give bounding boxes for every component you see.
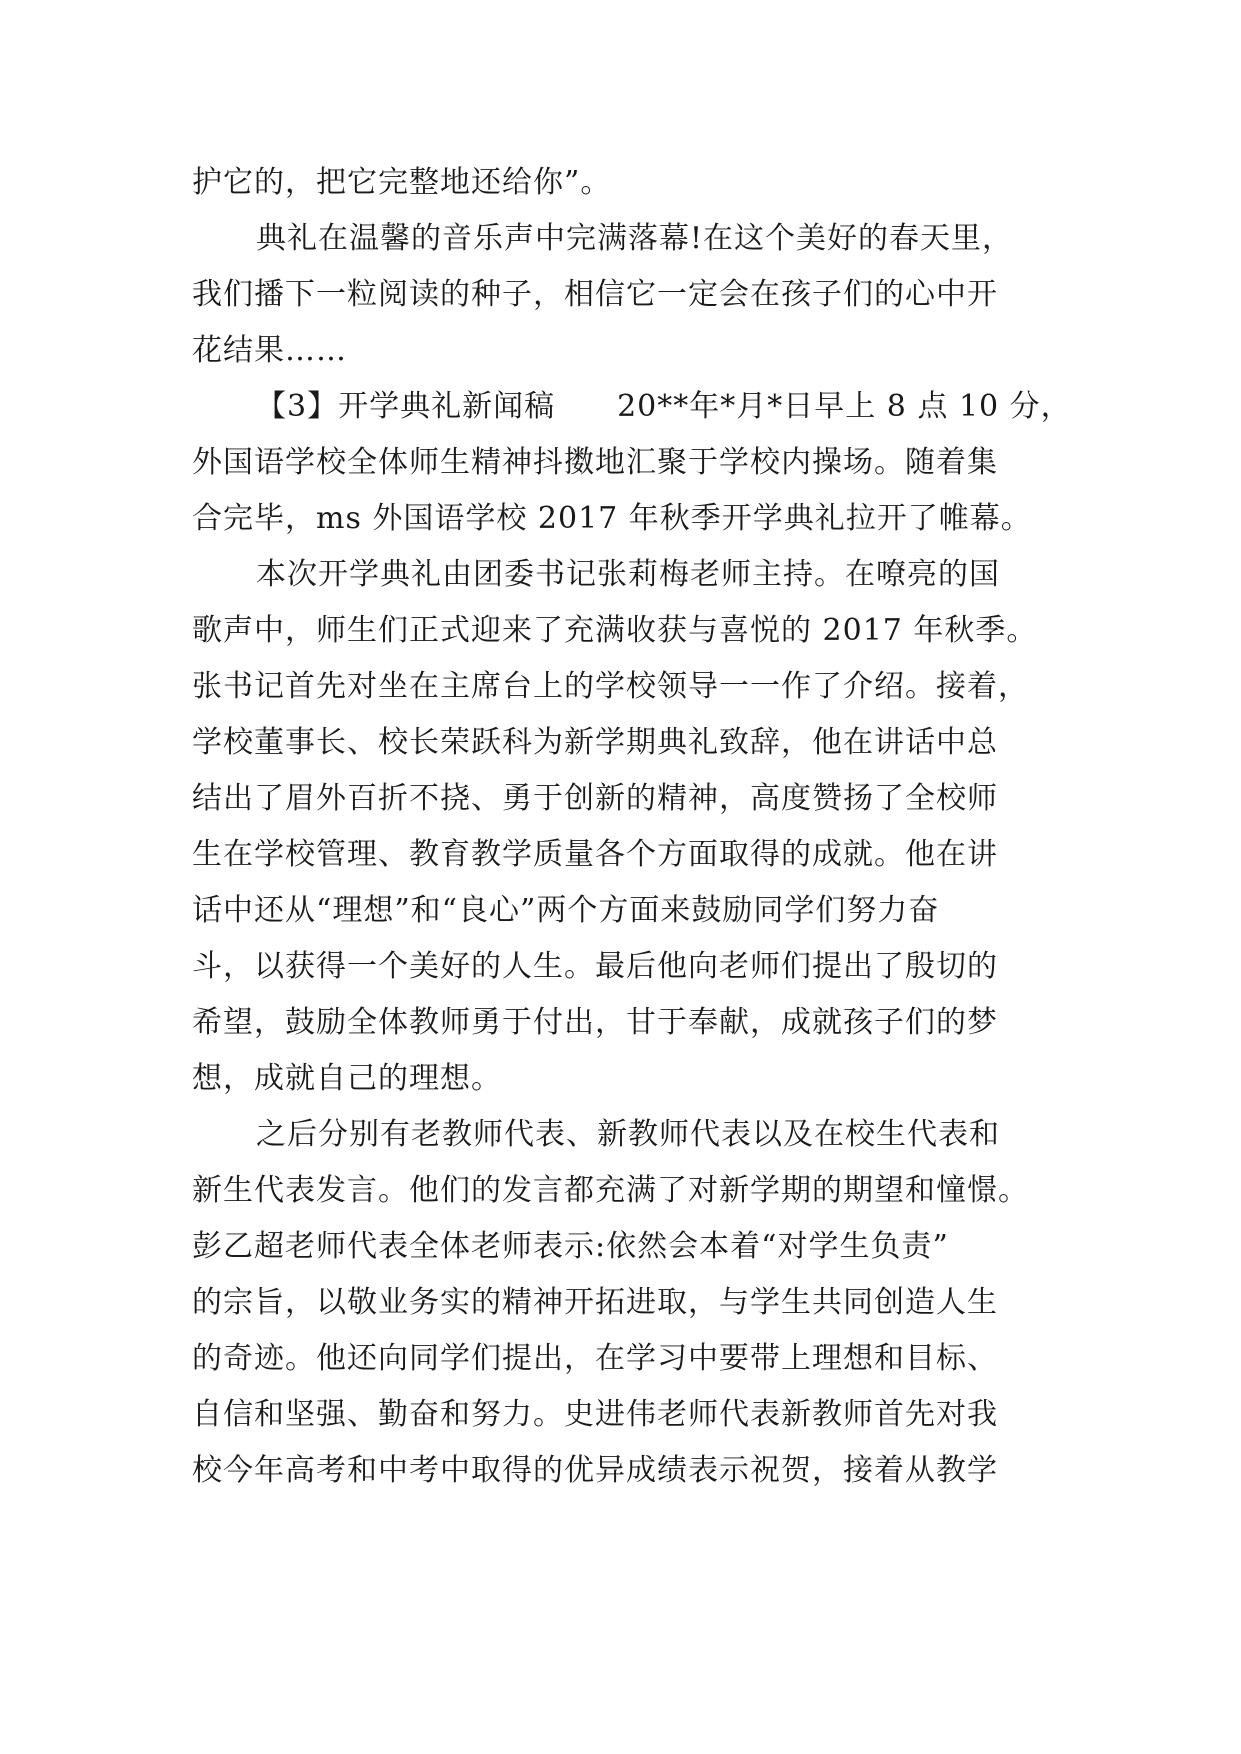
text-line: 结出了眉外百折不挠、勇于创新的精神，高度赞扬了全校师 [192,781,998,816]
text-line: 我们播下一粒阅读的种子，相信它一定会在孩子们的心中开 [192,277,998,312]
text-line: 新生代表发言。他们的发言都充满了对新学期的期望和憧憬。 [192,1173,1029,1208]
paragraph-start-line: 【3】开学典礼新闻稿 20**年*月*日早上 8 点 10 分， [256,389,1072,424]
text-line: 校今年高考和中考中取得的优异成绩表示祝贺，接着从教学 [192,1453,998,1488]
text-line: 生在学校管理、教育教学质量各个方面取得的成就。他在讲 [192,837,998,872]
text-line: 护它的，把它完整地还给你”。 [192,165,612,200]
text-line: 的奇迹。他还向同学们提出，在学习中要带上理想和目标、 [192,1341,998,1376]
text-line: 张书记首先对坐在主席台上的学校领导一一作了介绍。接着， [192,669,1029,704]
text-line: 学校董事长、校长荣跃科为新学期典礼致辞，他在讲话中总 [192,725,998,760]
paragraph-start-line: 本次开学典礼由团委书记张莉梅老师主持。在嘹亮的国 [256,557,1000,592]
text-line: 自信和坚强、勤奋和努力。史进伟老师代表新教师首先对我 [192,1397,998,1432]
text-line: 希望，鼓励全体教师勇于付出，甘于奉献，成就孩子们的梦 [192,1005,998,1040]
text-line: 花结果…… [192,333,347,368]
text-line: 话中还从“理想”和“良心”两个方面来鼓励同学们努力奋 [192,893,940,928]
text-line: 想，成就自己的理想。 [192,1061,502,1096]
text-line: 斗，以获得一个美好的人生。最后他向老师们提出了殷切的 [192,949,998,984]
document-body [192,155,1077,1499]
paragraph-start-line: 典礼在温馨的音乐声中完满落幕!在这个美好的春天里， [256,221,1014,256]
text-line: 的宗旨，以敬业务实的精神开拓进取，与学生共同创造人生 [192,1285,998,1320]
text-line: 彭乙超老师代表全体老师表示:依然会本着“对学生负责” [192,1229,949,1264]
text-line: 歌声中，师生们正式迎来了充满收获与喜悦的 2017 年秋季。 [192,613,1038,648]
text-line: 合完毕，ms 外国语学校 2017 年秋季开学典礼拉开了帷幕。 [192,501,1032,536]
text-line: 外国语学校全体师生精神抖擞地汇聚于学校内操场。随着集 [192,445,998,480]
paragraph-start-line: 之后分别有老教师代表、新教师代表以及在校生代表和 [256,1117,1000,1152]
